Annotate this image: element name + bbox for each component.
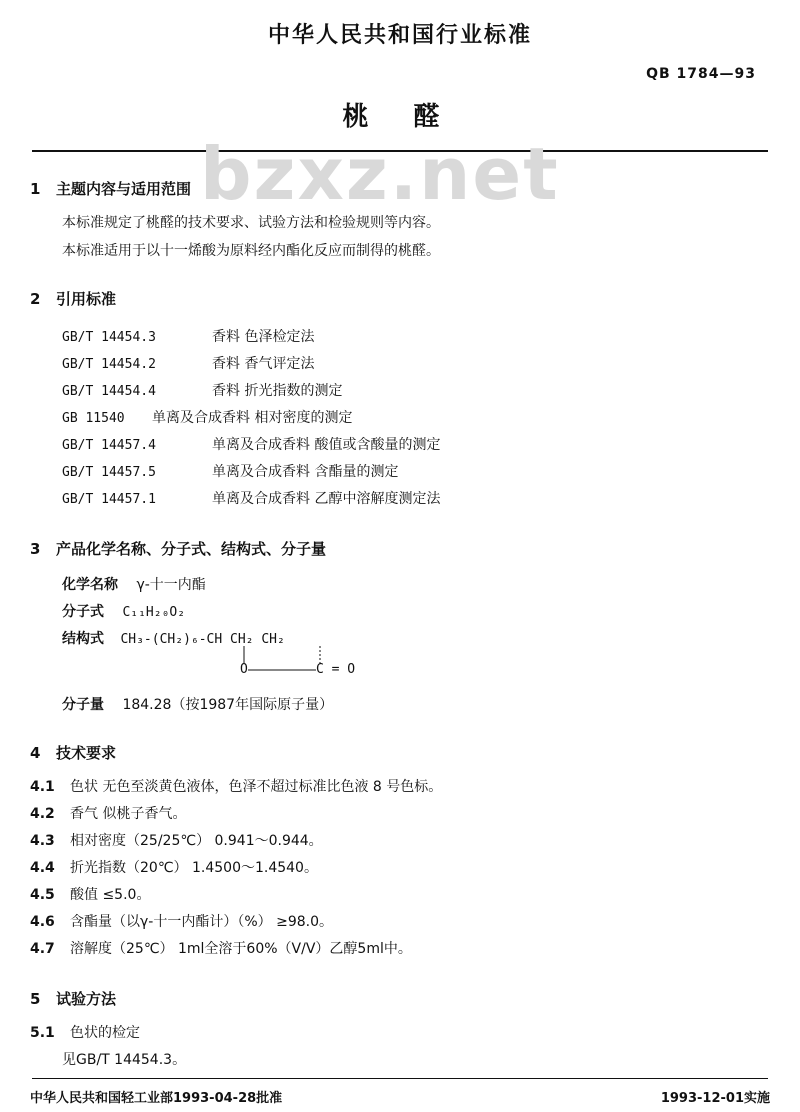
requirement-item [30,830,323,850]
section-title: 主题内容与适用范围 [56,180,192,198]
item-text: 酸值 ≤5.0。 [70,887,151,903]
structure-ring-oxygen: O [240,662,248,677]
reference-item [62,326,314,346]
item-text: 含酯量（以γ-十一内酯计）（%） ≥98.0。 [70,914,333,930]
reference-code: GB/T 14454.4 [62,384,156,399]
implementation-date: 1993-12-01实施 [660,1091,770,1106]
requirement-item [30,776,442,796]
molecular-formula: C₁₁H₂₀O₂ [122,605,186,620]
section-number: 5 [30,990,41,1008]
reference-item [62,380,342,400]
requirement-item [30,911,333,931]
subsection-heading [30,1022,140,1042]
requirement-item [30,884,150,904]
section-2-heading [30,288,116,309]
item-text: 相对密度（25/25℃） 0.941～0.944。 [70,833,323,849]
item-text: 香气 似桃子香气。 [70,806,187,822]
structure-label: 结构式 [62,631,104,647]
requirement-item [30,803,186,823]
reference-code: GB/T 14457.1 [62,492,156,507]
item-number: 4.7 [30,941,55,957]
subsection-text: 见GB/T 14454.3。 [62,1052,187,1068]
subsection-title: 色状的检定 [70,1025,140,1041]
reference-item [62,461,398,481]
reference-item [62,407,352,427]
section-3-heading [30,538,326,559]
footer-rule [32,1078,768,1079]
section-number: 4 [30,744,41,762]
item-number: 4.3 [30,833,55,849]
reference-title: 单离及合成香料 乙醇中溶解度测定法 [212,491,441,507]
reference-code: GB/T 14454.2 [62,357,156,372]
formula-row [62,601,185,621]
item-number: 4.2 [30,806,55,822]
requirement-item [30,857,318,877]
reference-title: 香料 折光指数的测定 [212,383,343,399]
section-title: 试验方法 [56,990,117,1008]
molecular-weight-label: 分子量 [62,697,104,713]
requirement-item [30,938,412,958]
approval-note: 中华人民共和国轻工业部1993-04-28批准 [30,1091,283,1106]
reference-item [62,488,440,508]
section-number: 1 [30,180,41,198]
header-title: 中华人民共和国行业标准 [267,23,532,48]
paragraph-line: 本标准适用于以十一烯酸为原料经内酯化反应而制得的桃醛。 [62,243,440,259]
item-number: 4.6 [30,914,55,930]
molecular-weight: 184.28（按1987年国际原子量） [122,697,334,713]
document-title: 桃 醛 [342,102,458,132]
chemical-name-row [62,574,206,594]
item-text: 折光指数（20℃） 1.4500～1.4540。 [70,860,318,876]
watermark: bzxz.net [200,132,560,216]
section-title: 产品化学名称、分子式、结构式、分子量 [56,540,327,558]
reference-item [62,434,440,454]
reference-title: 单离及合成香料 酸值或含酸量的测定 [212,437,441,453]
item-number: 5.1 [30,1025,55,1041]
chemical-name-label: 化学名称 [62,577,118,593]
section-1-heading [30,178,191,199]
item-number: 4.5 [30,887,55,903]
item-text: 色状 无色至淡黄色液体，色泽不超过标准比色液 8 号色标。 [70,779,443,795]
section-4-heading [30,742,116,763]
item-number: 4.1 [30,779,55,795]
item-number: 4.4 [30,860,55,876]
structure-carbonyl: C = O [316,662,356,677]
reference-code: GB/T 14457.5 [62,465,156,480]
section-number: 3 [30,540,41,558]
chemical-name: γ-十一内酯 [136,577,206,593]
reference-title: 香料 香气评定法 [212,356,315,372]
section-title: 引用标准 [56,290,117,308]
formula-label: 分子式 [62,604,104,620]
item-text: 溶解度（25℃） 1ml全溶于60%（V/V）乙醇5ml中。 [70,941,412,957]
section-title: 技术要求 [56,744,117,762]
reference-title: 单离及合成香料 相对密度的测定 [152,410,353,426]
molecular-weight-row [62,694,333,714]
reference-code: GB 11540 [62,411,125,426]
reference-code: GB/T 14457.4 [62,438,156,453]
reference-code: GB/T 14454.3 [62,330,156,345]
standard-number: QB 1784—93 [646,66,756,82]
paragraph-line: 本标准规定了桃醛的技术要求、试验方法和检验规则等内容。 [62,215,440,231]
section-number: 2 [30,290,41,308]
structure-top: CH₃-(CH₂)₆-CH CH₂ CH₂ [120,632,285,647]
reference-title: 单离及合成香料 含酯量的测定 [212,464,399,480]
reference-title: 香料 色泽检定法 [212,329,315,345]
reference-item [62,353,314,373]
section-5-heading [30,988,116,1009]
